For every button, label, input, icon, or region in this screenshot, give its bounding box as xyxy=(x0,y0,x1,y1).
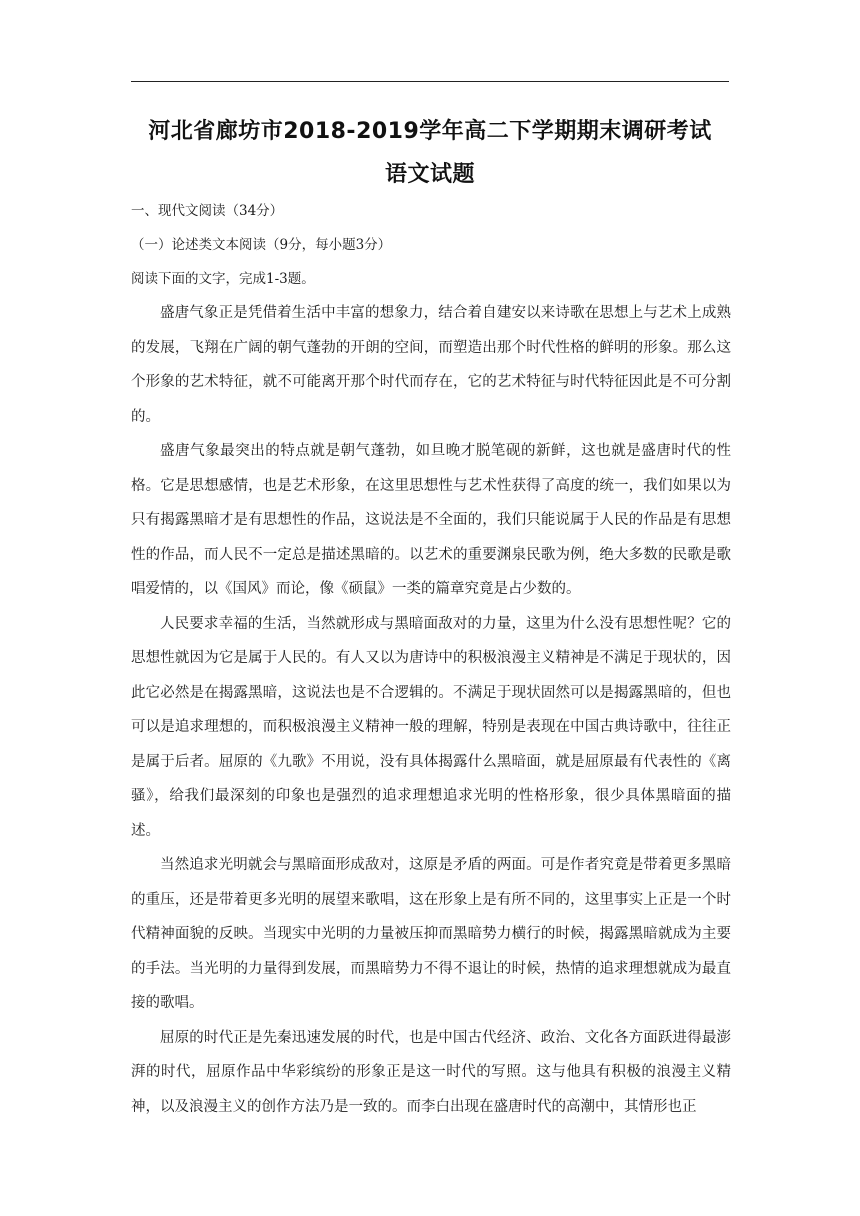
passage-paragraph: 盛唐气象正是凭借着生活中丰富的想象力，结合着自建安以来诗歌在思想上与艺术上成熟的发展，飞翔在广阔的朝气蓬勃的开朗的空间，而塑造出那个时代性格的鲜明的形象。那么这个形象的艺术特征，就不可能离开那个时代而存在，它的艺术特征与时代特征因此是不可分割的。 xyxy=(131,305,731,425)
passage-body xyxy=(131,296,731,1124)
passage-paragraph: 盛唐气象最突出的特点就是朝气蓬勃，如旦晚才脱笔砚的新鲜，这也就是盛唐时代的性格。它是思想感情，也是艺术形象，在这里思想性与艺术性获得了高度的统一，我们如果以为只有揭露黑暗才是有思想性的作品，这说法是不全面的，我们只能说属于人民的作品是有思想性的作品，而人民不一定总是描述黑暗的。以艺术的重要渊泉民歌为例，绝大多数的民歌是歌唱爱情的，以《国风》而论，像《硕鼠》一类的篇章究竟是占少数的。 xyxy=(131,443,731,597)
passage-paragraph: 当然追求光明就会与黑暗面形成敌对，这原是矛盾的两面。可是作者究竟是带着更多黑暗的重压，还是带着更多光明的展望来歌唱，这在形象上是有所不同的，这里事实上正是一个时代精神面貌的反映。当现实中光明的力量被压抑而黑暗势力横行的时候，揭露黑暗就成为主要的手法。当光明的力量得到发展，而黑暗势力不得不退让的时候，热情的追求理想就成为最直接的歌唱。 xyxy=(131,857,731,1011)
section-heading: 一、现代文阅读（34分） xyxy=(131,203,284,219)
reading-instruction: 阅读下面的文字，完成1-3题。 xyxy=(131,271,315,287)
header-rule xyxy=(131,81,729,82)
passage-paragraph: 屈原的时代正是先秦迅速发展的时代，也是中国古代经济、政治、文化各方面跃进得最澎湃的时代，屈原作品中华彩缤纷的形象正是这一时代的写照。这与他具有积极的浪漫主义精神，以及浪漫主义的创作方法乃是一致的。而李白出现在盛唐时代的高潮中，其情形也正 xyxy=(131,1029,731,1115)
document-subtitle: 语文试题 xyxy=(384,162,475,187)
subsection-heading: （一）论述类文本阅读（9分，每小题3分） xyxy=(131,237,392,253)
passage-paragraph: 人民要求幸福的生活，当然就形成与黑暗面敌对的力量，这里为什么没有思想性呢？它的思想性就因为它是属于人民的。有人又以为唐诗中的积极浪漫主义精神是不满足于现状的，因此它必然是在揭露黑暗，这说法也是不合逻辑的。不满足于现状固然可以是揭露黑暗的，但也可以是追求理想的，而积极浪漫主义精神一般的理解，特别是表现在中国古典诗歌中，往往正是属于后者。屈原的《九歌》不用说，没有具体揭露什么黑暗面，就是屈原最有代表性的《离骚》，给我们最深刻的印象也是强烈的追求理想追求光明的性格形象，很少具体黑暗面的描述。 xyxy=(131,615,731,839)
document-title: 河北省廊坊市2018-2019学年高二下学期期末调研考试 xyxy=(148,119,712,144)
